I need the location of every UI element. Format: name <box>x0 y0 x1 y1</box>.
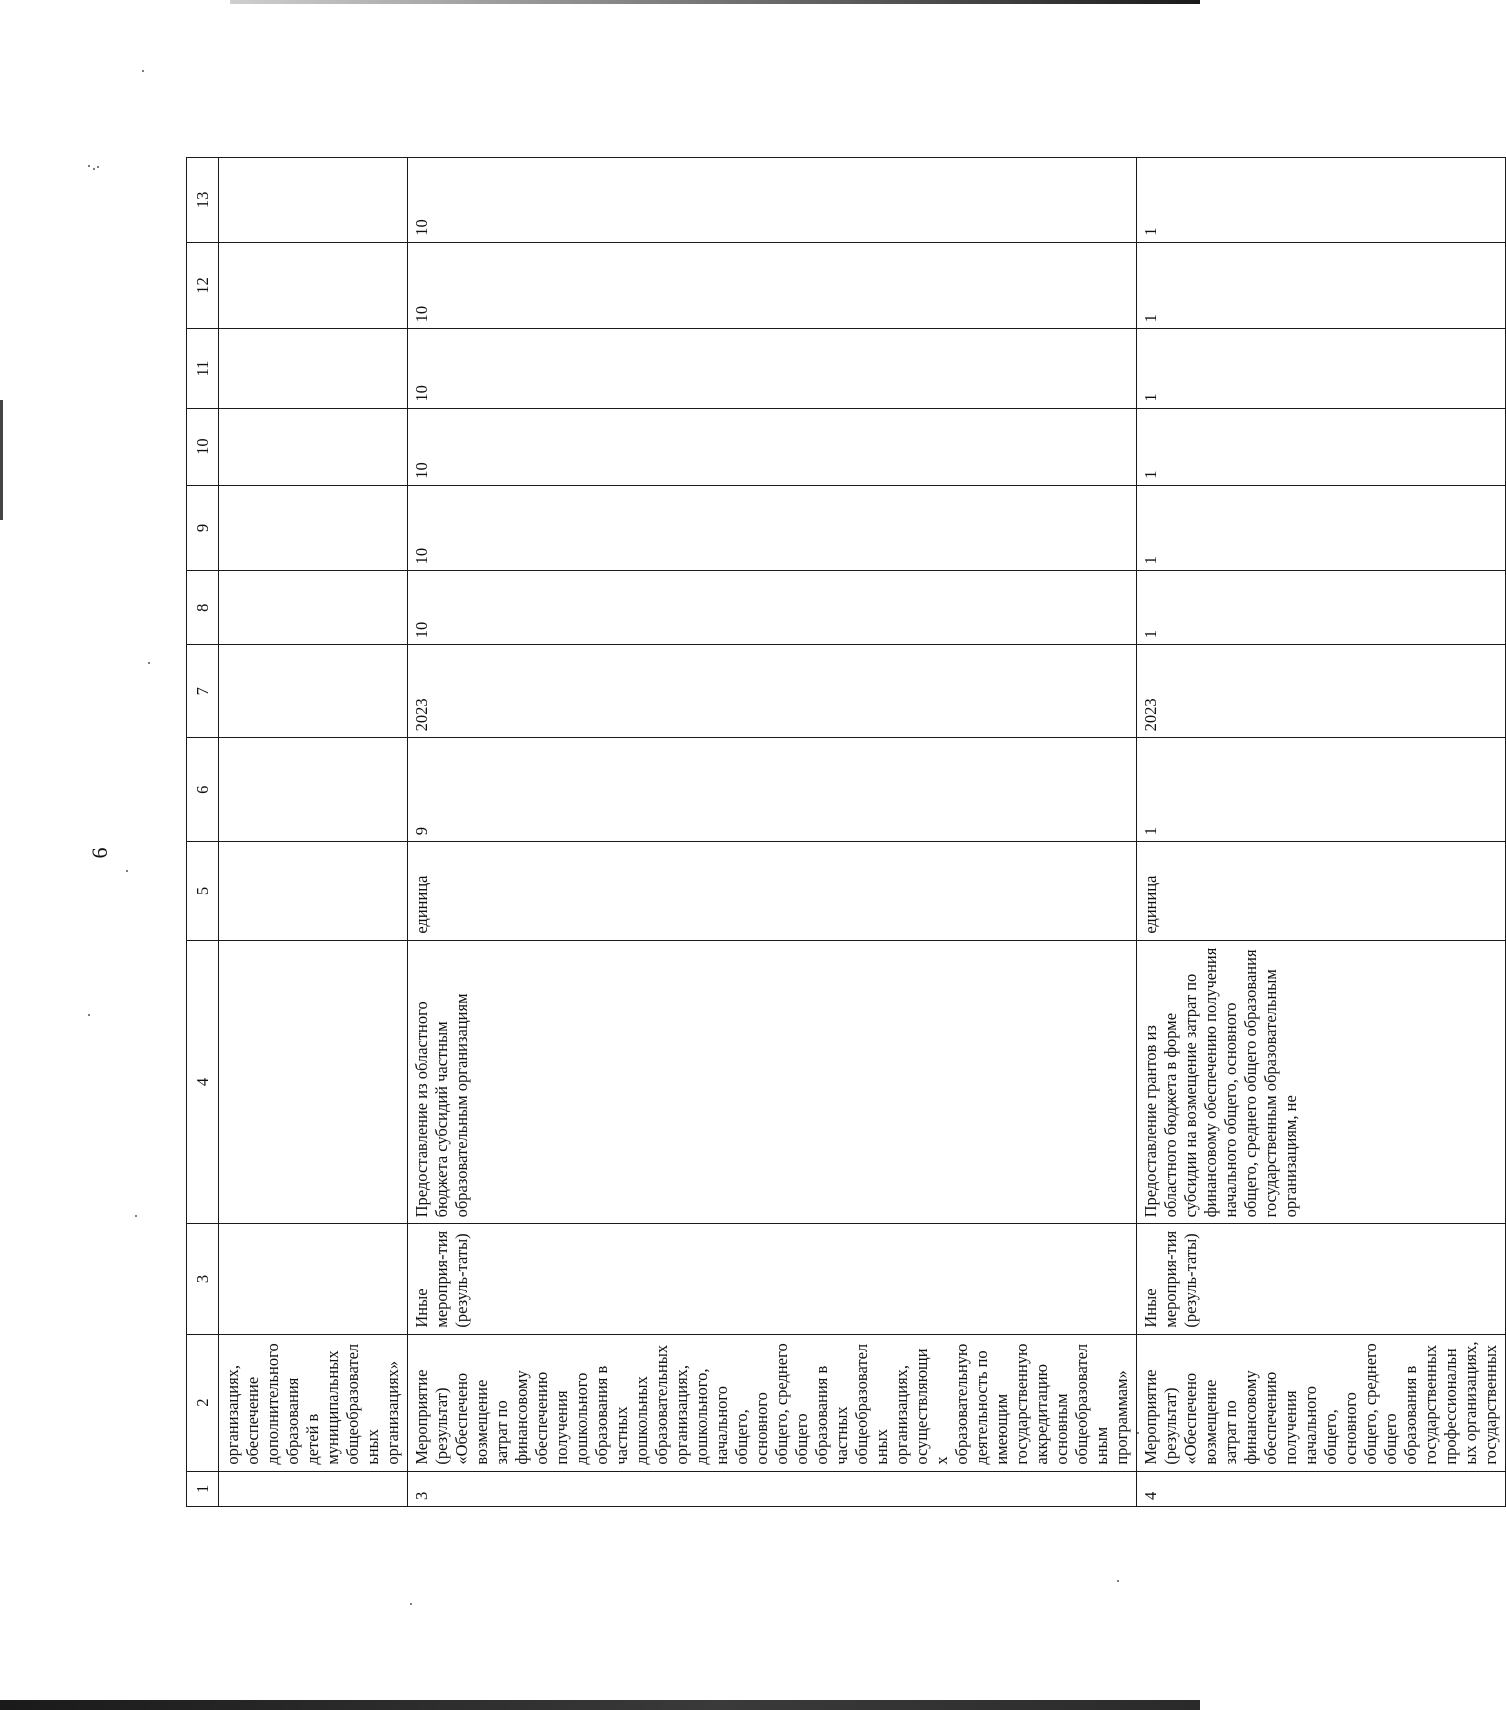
rotated-table-container <box>186 157 1500 1507</box>
value-cell: 10 <box>408 408 1137 485</box>
column-header: 5 <box>187 842 219 940</box>
scan-speck <box>142 70 144 72</box>
value-cell: 1 <box>1137 329 1506 408</box>
scan-speck <box>148 662 150 664</box>
value-cell: 10 <box>408 158 1137 243</box>
column-header: 13 <box>187 158 219 243</box>
value-cell: 10 <box>408 242 1137 329</box>
scan-speck <box>1117 1580 1119 1582</box>
value-cell <box>219 408 408 485</box>
base-year-cell: 2023 <box>408 645 1137 738</box>
scan-speck <box>126 870 128 872</box>
measure-type-cell: Иные мероприя-тия (резуль-таты) <box>1137 1224 1506 1334</box>
column-header: 7 <box>187 645 219 738</box>
value-cell: 1 <box>1137 485 1506 571</box>
value-cell <box>219 485 408 571</box>
table-row <box>408 158 1137 1507</box>
description-cell: Предоставление грантов из областного бюджета в форме субсидии на возмещение затрат по финансовому обеспечению получения начального общего, основного общего, среднего общего образования государственным образовательным организациям, не <box>1137 940 1506 1224</box>
value-cell: 10 <box>408 329 1137 408</box>
value-cell <box>219 242 408 329</box>
measure-type-cell: Иные мероприя-тия (резуль-таты) <box>408 1224 1137 1334</box>
column-header: 12 <box>187 242 219 329</box>
row-number-cell <box>219 1471 408 1506</box>
value-cell <box>219 158 408 243</box>
base-value-cell: 1 <box>1137 738 1506 842</box>
unit-cell: единица <box>408 842 1137 940</box>
scan-speck <box>135 1215 137 1217</box>
scan-speck <box>410 1603 412 1605</box>
bottom-scan-border <box>0 1700 1200 1710</box>
value-cell <box>219 571 408 645</box>
top-scan-border <box>230 0 1200 4</box>
table-row <box>1137 158 1506 1507</box>
measure-name-cell: Мероприятие (результат) «Обеспечено возмещение затрат по финансовому обеспечению получения дошкольного образования в частных дошкольных образовательных организациях, дошкольного, начального общего, основного общего, среднего общего образования в частных общеобразовательных организациях, осуществляющих образовательную деятельность по имеющим государственную аккредитацию основным общеобразовательным программам» <box>408 1334 1137 1471</box>
column-header: 2 <box>187 1334 219 1471</box>
measure-type-cell <box>219 1224 408 1334</box>
scan-speck <box>88 1014 90 1016</box>
left-scan-mark <box>0 400 3 520</box>
unit-cell <box>219 842 408 940</box>
value-cell: 1 <box>1137 408 1506 485</box>
value-cell <box>219 329 408 408</box>
scan-speck <box>88 165 90 167</box>
value-cell: 1 <box>1137 571 1506 645</box>
column-header: 1 <box>187 1471 219 1506</box>
column-header: 11 <box>187 329 219 408</box>
table-row <box>219 158 408 1507</box>
measure-name-cell: организациях, обеспечение дополнительного образования детей в муниципальных общеобразовательных организациях» <box>219 1334 408 1471</box>
scan-speck <box>97 166 99 168</box>
table-header-row <box>187 158 219 1507</box>
unit-cell: единица <box>1137 842 1506 940</box>
indicators-table <box>186 157 1506 1507</box>
value-cell: 10 <box>408 571 1137 645</box>
row-number-cell: 3 <box>408 1471 1137 1506</box>
base-year-cell: 2023 <box>1137 645 1506 738</box>
column-header: 4 <box>187 940 219 1224</box>
base-value-cell: 9 <box>408 738 1137 842</box>
value-cell: 1 <box>1137 242 1506 329</box>
description-cell: Предоставление из областного бюджета субсидий частным образовательным организациям <box>408 940 1137 1224</box>
value-cell: 10 <box>408 485 1137 571</box>
page-number: 6 <box>87 847 112 859</box>
scan-speck <box>93 168 95 170</box>
column-header: 3 <box>187 1224 219 1334</box>
base-year-cell <box>219 645 408 738</box>
column-header: 6 <box>187 738 219 842</box>
column-header: 10 <box>187 408 219 485</box>
column-header: 8 <box>187 571 219 645</box>
value-cell: 1 <box>1137 158 1506 243</box>
measure-name-cell: Мероприятие (результат) «Обеспечено возмещение затрат по финансовому обеспечению получения начального общего, основного общего, среднего общего образования в государственных профессиональных организациях, государственных <box>1137 1334 1506 1471</box>
row-number-cell: 4 <box>1137 1471 1506 1506</box>
description-cell <box>219 940 408 1224</box>
column-header: 9 <box>187 485 219 571</box>
base-value-cell <box>219 738 408 842</box>
